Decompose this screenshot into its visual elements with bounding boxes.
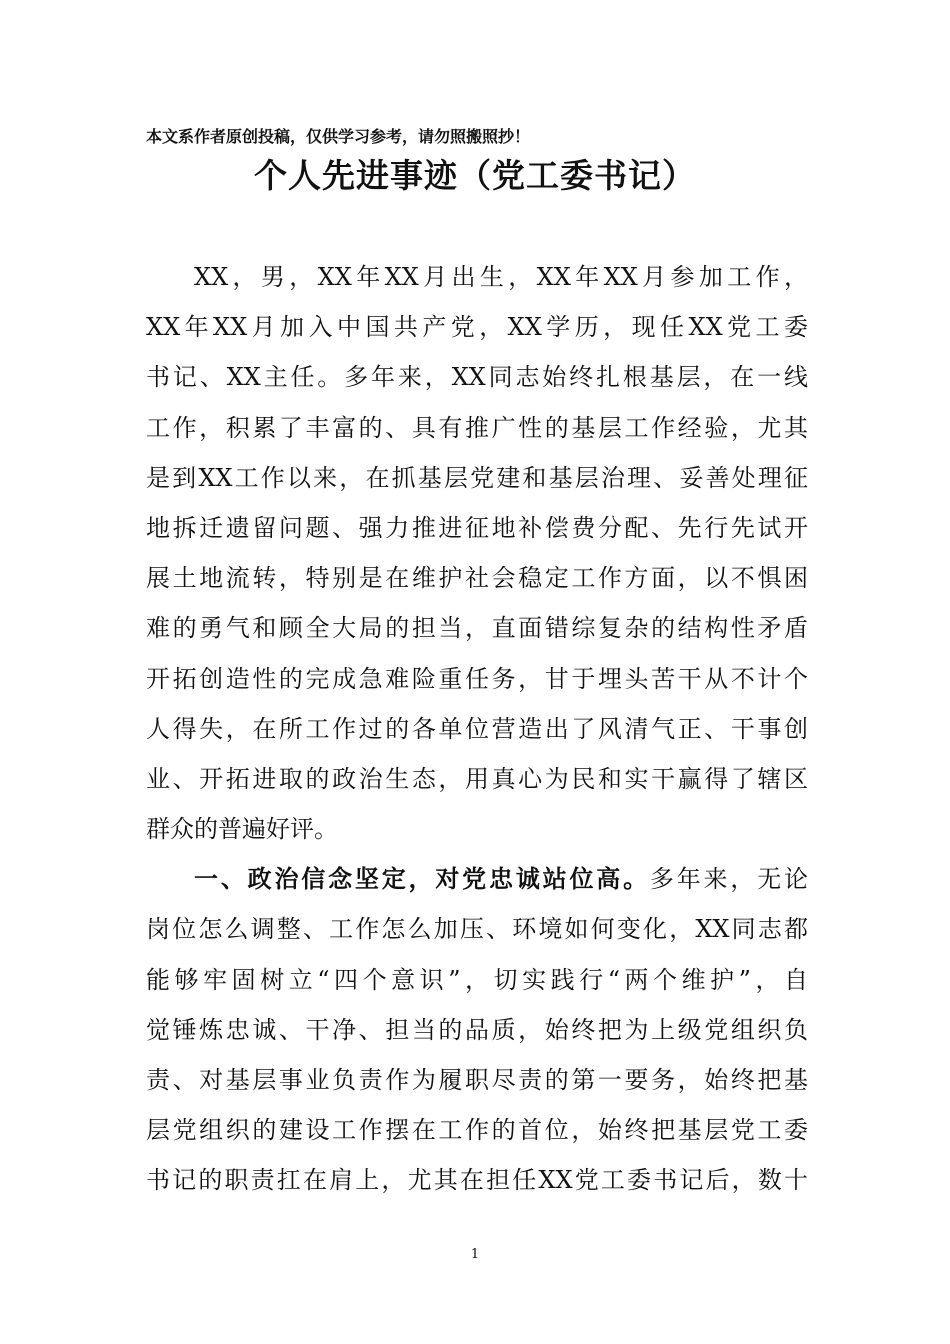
- paragraph-line: 层党组织的建设工作摆在工作的首位，始终把基层党工委: [146, 1116, 808, 1145]
- document-title: 个人先进事迹（党工委书记）: [254, 156, 696, 195]
- paragraph-line: 能够牢固树立“四个意识”，切实践行“两个维护”，自: [146, 965, 808, 994]
- section-first-line-text: 多年来，无论: [649, 865, 809, 894]
- paragraph-line: 难的勇气和顾全大局的担当，直面错综复杂的结构性矛盾: [146, 614, 808, 643]
- paragraph-line: 人得失，在所工作过的各单位营造出了风清气正、干事创: [146, 714, 808, 743]
- paragraph-line: 责、对基层事业负责作为履职尽责的第一要务，始终把基: [146, 1066, 808, 1094]
- paragraph-line: 地拆迁遗留问题、强力推进征地补偿费分配、先行先试开: [146, 513, 808, 542]
- paragraph-line: 工作，积累了丰富的、具有推广性的基层工作经验，尤其: [146, 413, 808, 442]
- paragraph-line: 书记的职责扛在肩上，尤其在担任XX党工委书记后，数十: [146, 1166, 808, 1195]
- paragraph-intro: [146, 252, 808, 854]
- copyright-notice: 本文系作者原创投稿，仅供学习参考，请勿照搬照抄！: [146, 127, 531, 146]
- paragraph-line: 开拓创造性的完成急难险重任务，甘于埋头苦干从不计个: [146, 664, 808, 693]
- paragraph-line: 业、开拓进取的政治生态，用真心为民和实干赢得了辖区: [146, 764, 808, 793]
- paragraph-line: XX年XX月加入中国共产党，XX学历，现任XX党工委: [146, 313, 808, 342]
- section-heading: 一、政治信念坚定，对党忠诚站位高。: [194, 865, 650, 894]
- section-first-line: [146, 854, 808, 904]
- page-number: 1: [470, 1247, 480, 1262]
- paragraph-line: 觉锤炼忠诚、干净、担当的品质，始终把为上级党组织负: [146, 1015, 808, 1044]
- paragraph-line: 展土地流转，特别是在维护社会稳定工作方面，以不惧困: [146, 564, 808, 593]
- document-body: [146, 252, 808, 1206]
- paragraph-line: 书记、XX主任。多年来，XX同志始终扎根基层，在一线: [146, 363, 808, 392]
- paragraph-line: 岗位怎么调整、工作怎么加压、环境如何变化，XX同志都: [146, 915, 808, 944]
- paragraph-line: XX，男，XX年XX月出生，XX年XX月参加工作，: [194, 263, 808, 291]
- paragraph-line: 是到XX工作以来，在抓基层党建和基层治理、妥善处理征: [146, 463, 808, 492]
- paragraph-line: 群众的普遍好评。: [146, 815, 338, 844]
- paragraph-section-1: [146, 854, 808, 1205]
